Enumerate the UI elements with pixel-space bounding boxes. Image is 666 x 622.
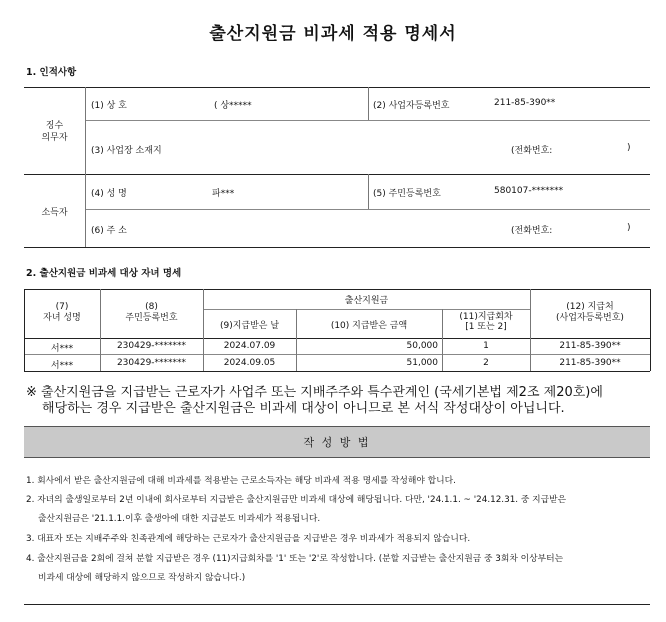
payer-bizno: 211-85-390** [559, 341, 621, 351]
instruction-item-3: 3. 대표자 또는 지배주주와 친족관계에 해당하는 근로자가 출산지원금을 지급받은 경우 비과세가 적용되지 않습니다. [26, 534, 471, 544]
withholder-label: 징수 의무자 [41, 121, 68, 143]
section2-heading: 2. 출산지원금 비과세 대상 자녀 명세 [26, 268, 182, 279]
phone-label: (전화번호: [511, 146, 553, 156]
address-label: (3) 사업장 소재지 [91, 146, 162, 156]
instructions-banner [24, 426, 650, 458]
notice-line1: ※ 출산지원금을 지급받는 근로자가 사업주 또는 지배주주와 특수관계인 (국세기본법 제2조 제20호)에 [26, 385, 603, 400]
bizno-label: (2) 사업자등록번호 [373, 101, 450, 111]
paid-amount: 50,000 [406, 341, 438, 351]
earner-label: 소득자 [41, 208, 68, 218]
payment-round: 1 [483, 341, 489, 351]
person-phone-close: ) [627, 223, 631, 233]
instruction-item-4a: 4. 출산지원금을 2회에 걸쳐 분할 지급받은 경우 (11)지급회차를 '1' 또는 '2'로 작성합니다. (분할 지급받는 출산지원금 중 3회차 이상부터는 [26, 554, 564, 564]
person-name-label: (4) 성 명 [91, 189, 127, 199]
section1-heading: 1. 인적사항 [26, 67, 77, 78]
rrn-value: 580107-******* [494, 186, 564, 196]
col-child-name: (7) 자녀 성명 [43, 302, 81, 323]
company-name-value: ( 상***** [214, 101, 252, 111]
notice-line2: 해당하는 경우 지급받은 출산지원금은 비과세 대상이 아니므로 본 서식 작성대상이 아닙니다. [42, 401, 565, 416]
phone-close: ) [627, 143, 631, 153]
payer-bizno: 211-85-390** [559, 358, 621, 368]
child-name: 서*** [50, 361, 74, 371]
col-payment-round: (11)지급회차 [1 또는 2] [459, 312, 513, 332]
col-child-rrn: (8) 주민등록번호 [125, 302, 178, 323]
page-title: 출산지원금 비과세 적용 명세서 [209, 24, 457, 44]
col-payer: (12) 지급처 (사업자등록번호) [556, 302, 624, 323]
paid-date: 2024.09.05 [223, 358, 276, 368]
col-paid-amount: (10) 지급받은 금액 [330, 321, 408, 331]
bizno-value: 211-85-390** [494, 98, 556, 108]
col-paid-date: (9)지급받은 날 [219, 321, 280, 331]
paid-amount: 51,000 [406, 358, 438, 368]
child-rrn: 230429-******* [116, 341, 187, 351]
rrn-label: (5) 주민등록번호 [373, 189, 441, 199]
child-name: 서*** [50, 344, 74, 354]
instructions-heading: 작 성 방 법 [303, 436, 371, 449]
paid-date: 2024.07.09 [223, 341, 276, 351]
person-name-value: 파*** [212, 189, 235, 199]
col-group-support: 출산지원금 [344, 296, 389, 306]
child-rrn: 230429-******* [116, 358, 187, 368]
payment-round: 2 [483, 358, 489, 368]
instruction-item-4b: 비과세 대상에 해당하지 않으므로 작성하지 않습니다.) [38, 573, 246, 583]
instruction-item-1: 1. 회사에서 받은 출산지원금에 대해 비과세를 적용받는 근로소득자는 해당 비과세 적용 명세를 작성해야 합니다. [26, 476, 456, 486]
person-phone-label: (전화번호: [511, 226, 553, 236]
person-address-label: (6) 주 소 [91, 226, 127, 236]
instruction-item-2b: 출산지원금은 '21.1.1.이후 출생아에 대한 지급분도 비과세가 적용됩니다. [38, 514, 321, 524]
instruction-item-2a: 2. 자녀의 출생일로부터 2년 이내에 회사로부터 지급받은 출산지원금만 비과세 대상에 해당됩니다. 다만, '24.1.1. ~ '24.12.31. 중 지급받은 [26, 495, 567, 505]
company-name-label: (1) 상 호 [91, 101, 127, 111]
bottom-rule [24, 604, 650, 605]
